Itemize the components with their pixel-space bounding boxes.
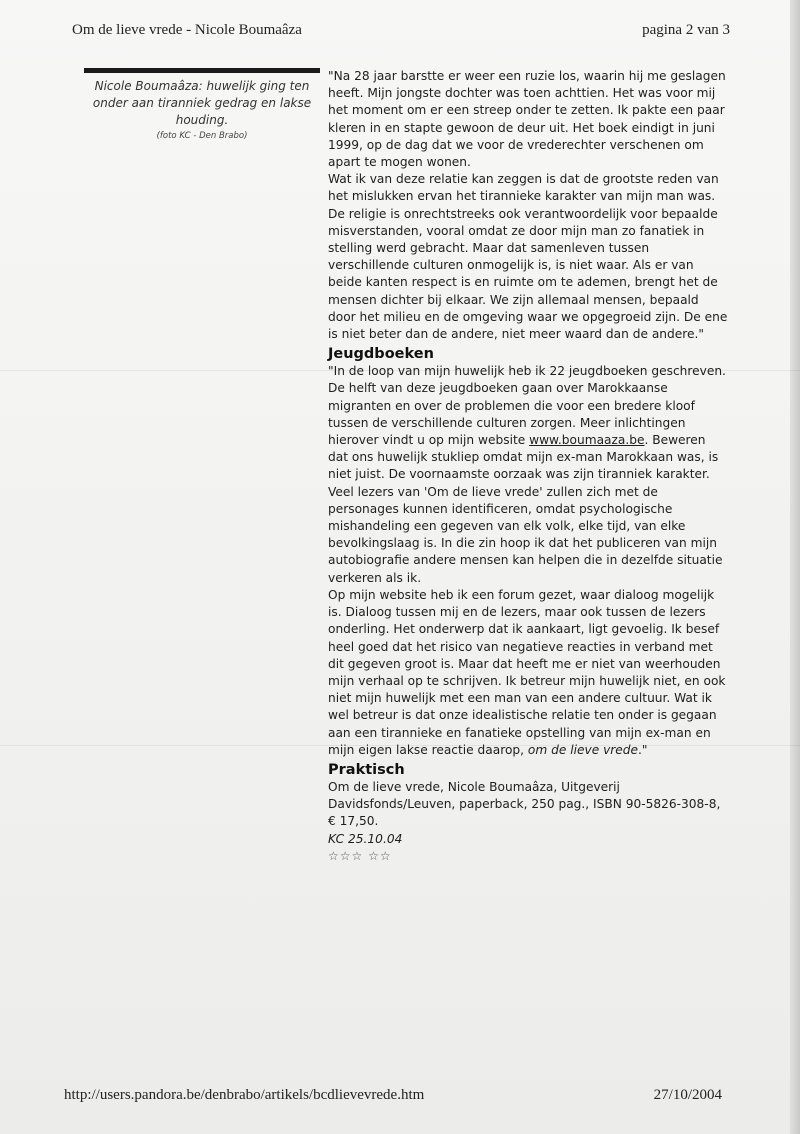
book-title-italic: om de lieve vrede	[527, 742, 639, 757]
article-paragraph: "Na 28 jaar barstte er weer een ruzie los, waarin hij me geslagen heeft. Mijn jongste dochter was toen achttien. Het was voor mij het moment om er een streep onder te zetten. Ik pakte een paar kleren in en stapte gewoon de deur uit. Het boek eindigt in juni 1999, op de dag dat we voor de vrederechter verschenen om apart te mogen wonen.	[328, 69, 726, 170]
paragraph-text: "In de loop van mijn huwelijk heb ik 22 jeugdboeken geschreven. De helft van deze jeugdboeken gaan over Marokkaanse migranten en over de problemen die voor een bredere kloof tussen de verschillende culturen zorgen. Meer inlichtingen hierover vindt u op mijn website	[328, 364, 726, 448]
paragraph-text: ."	[638, 742, 648, 757]
caption-photo-credit: (foto KC - Den Brabo)	[156, 131, 248, 141]
website-link[interactable]: www.boumaaza.be	[529, 433, 645, 448]
article-body	[328, 68, 728, 865]
paragraph-text: . Beweren dat ons huwelijk stukliep omdat mijn ex-man Marokkaan was, is niet juist. De voornaamste oorzaak was zijn tiranniek karakter. Veel lezers van 'Om de lieve vrede' zullen zich met de personages kunnen identificeren, omdat psychologische mishandeling een gegeven van elk volk, elke tijd, van elke bevolkingslaag is. In die zin hoop ik dat het publiceren van mijn autobiografie andere mensen kan helpen die in dezelfde situatie verkeren als ik.	[328, 433, 723, 585]
star-rating: ☆☆☆ ☆☆	[328, 848, 392, 863]
article-paragraph	[328, 363, 728, 587]
print-footer-url: http://users.pandora.be/denbrabo/artikels/bcdlievevrede.htm	[64, 1087, 425, 1103]
print-header-page-number: pagina 2 van 3	[642, 22, 730, 38]
section-heading-praktisch: Praktisch	[328, 761, 405, 778]
section-heading-jeugdboeken: Jeugdboeken	[328, 346, 434, 363]
article-paragraph	[328, 587, 728, 759]
print-footer-date: 27/10/2004	[653, 1087, 722, 1103]
article-paragraph: Wat ik van deze relatie kan zeggen is dat de grootste reden van het mislukken ervan het tirannieke karakter van mijn man was. De religie is onrechtstreeks ook verantwoordelijk voor bepaalde misverstanden, vooral omdat ze door mijn man zo fanatiek in stelling werd gebracht. Maar dat samenleven tussen verschillende culturen onmogelijk is, is niet waar. Als er van beide kanten respect is en ruimte om te ademen, brengt het de mensen dichter bij elkaar. We zijn allemaal mensen, bepaald door het milieu en de omgeving waar we opgegroeid zijn. De ene is niet beter dan de andere, niet meer waard dan de andere."	[328, 172, 728, 342]
caption-rule	[84, 68, 320, 73]
print-header-title: Om de lieve vrede - Nicole Boumaâza	[72, 22, 302, 38]
photo-caption	[84, 78, 320, 142]
page-edge-shadow	[790, 0, 800, 1134]
article-source: KC 25.10.04	[328, 831, 403, 846]
paragraph-text: Op mijn website heb ik een forum gezet, waar dialoog mogelijk is. Dialoog tussen mij en de lezers, maar ook tussen de lezers onderling. Het onderwerp dat ik aankaart, ligt gevoelig. Ik besef heel goed dat het risico van negatieve reacties in verband met dit gegeven groot is. Maar dat heeft me er niet van weerhouden mijn verhaal op te schrijven. Ik betreur mijn huwelijk niet, en ook niet mijn huwelijk met een man van een andere cultuur. Wat ik wel betreur is dat onze idealistische relatie ten onder is gegaan aan een tirannieke en fanatieke opstelling van mijn ex-man en mijn eigen lakse reactie daarop,	[328, 587, 726, 757]
caption-text: Nicole Boumaâza: huwelijk ging ten onder aan tiranniek gedrag en lakse houding.	[92, 79, 312, 127]
practical-info: Om de lieve vrede, Nicole Boumaâza, Uitgeverij Davidsfonds/Leuven, paperback, 250 pag., ISBN 90-5826-308-8, € 17,50.	[328, 779, 721, 829]
